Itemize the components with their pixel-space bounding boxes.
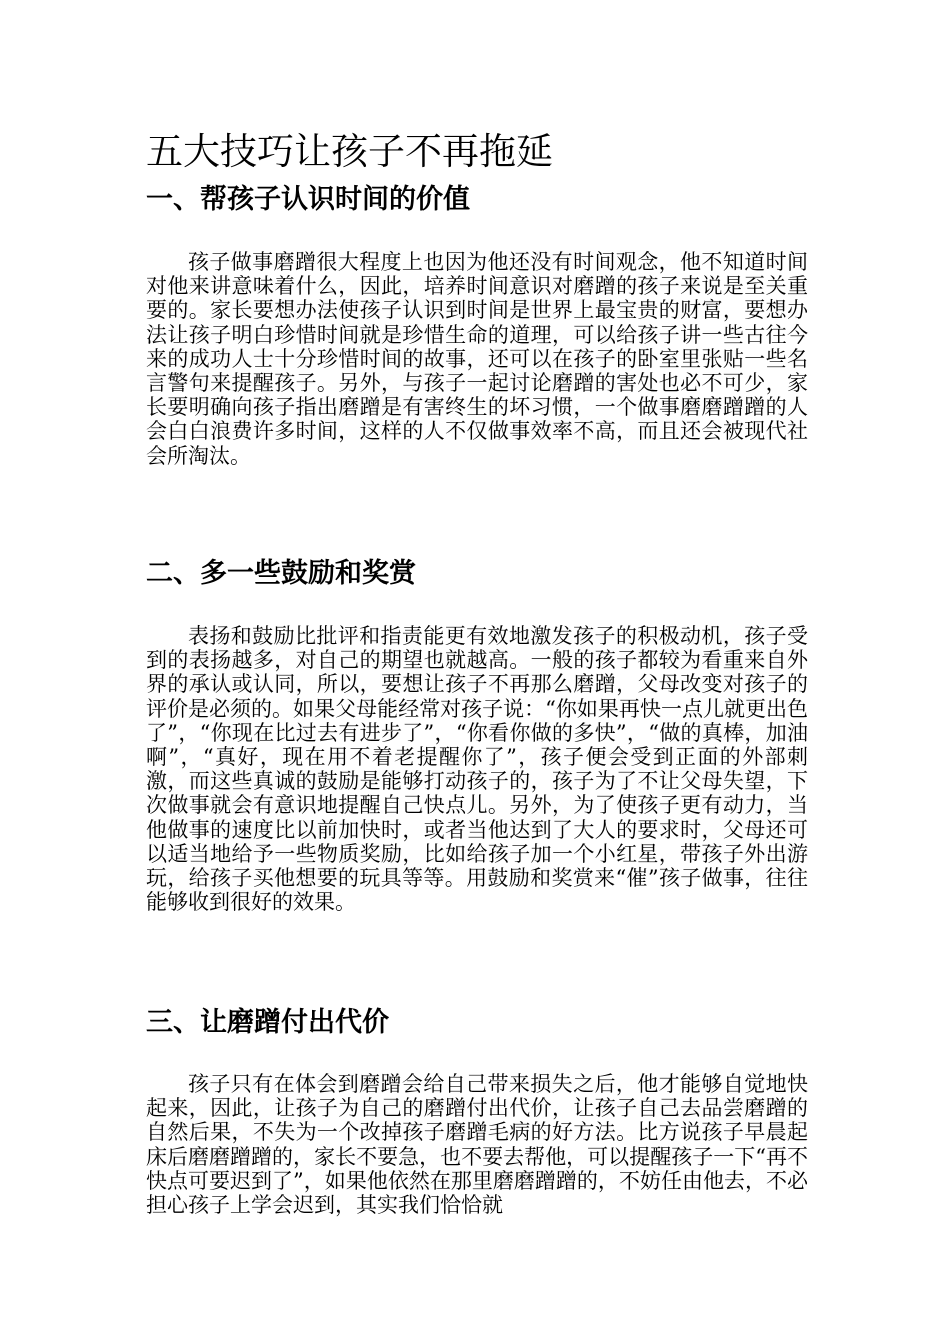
section-heading-2: 二、多一些鼓励和奖赏 (146, 558, 416, 589)
section-heading-1: 一、帮孩子认识时间的价值 (146, 184, 470, 215)
section-body-1: 孩子做事磨蹭很大程度上也因为他还没有时间观念，他不知道时间对他来讲意味着什么，因此，培养时间意识对磨蹭的孩子来说是至关重要的。家长要想办法使孩子认识到时间是世界上最宝贵的财富，要想办法让孩子明白珍惜时间就是珍惜生命的道理，可以给孩子讲一些古往今来的成功人士十分珍惜时间的故事，还可以在孩子的卧室里张贴一些名言警句来提醒孩子。另外，与孩子一起讨论磨蹭的害处也必不可少，家长要明确向孩子指出磨蹭是有害终生的坏习惯，一个做事磨磨蹭蹭的人会白白浪费许多时间，这样的人不仅做事效率不高，而且还会被现代社会所淘汰。 (146, 250, 808, 468)
section-heading-3: 三、让磨蹭付出代价 (146, 1007, 389, 1038)
section-body-2: 表扬和鼓励比批评和指责能更有效地激发孩子的积极动机，孩子受到的表扬越多，对自己的期望也就越高。一般的孩子都较为看重来自外界的承认或认同，所以，要想让孩子不再那么磨蹭，父母改变对孩子的评价是必须的。如果父母能经常对孩子说：“你如果再快一点儿就更出色了”，“你现在比过去有进步了”，“你看你做的多快”，“做的真棒，加油啊”，“真好，现在用不着老提醒你了”，孩子便会受到正面的外部刺激，而这些真诚的鼓励是能够打动孩子的，孩子为了不让父母失望，下次做事就会有意识地提醒自己快点儿。另外，为了使孩子更有动力，当他做事的速度比以前加快时，或者当他达到了大人的要求时，父母还可以适当地给予一些物质奖励，比如给孩子加一个小红星，带孩子外出游玩，给孩子买他想要的玩具等等。用鼓励和奖赏来“催”孩子做事，往往能够收到很好的效果。 (146, 624, 808, 915)
section-body-3: 孩子只有在体会到磨蹭会给自己带来损失之后，他才能够自觉地快起来，因此，让孩子为自己的磨蹭付出代价，让孩子自己去品尝磨蹭的自然后果，不失为一个改掉孩子磨蹭毛病的好方法。比方说孩子早晨起床后磨磨蹭蹭的，家长不要急，也不要去帮他，可以提醒孩子一下“再不快点可要迟到了”，如果他依然在那里磨磨蹭蹭的，不妨任由他去，不必担心孩子上学会迟到，其实我们恰恰就 (146, 1072, 808, 1218)
document-title: 五大技巧让孩子不再拖延 (146, 130, 553, 173)
